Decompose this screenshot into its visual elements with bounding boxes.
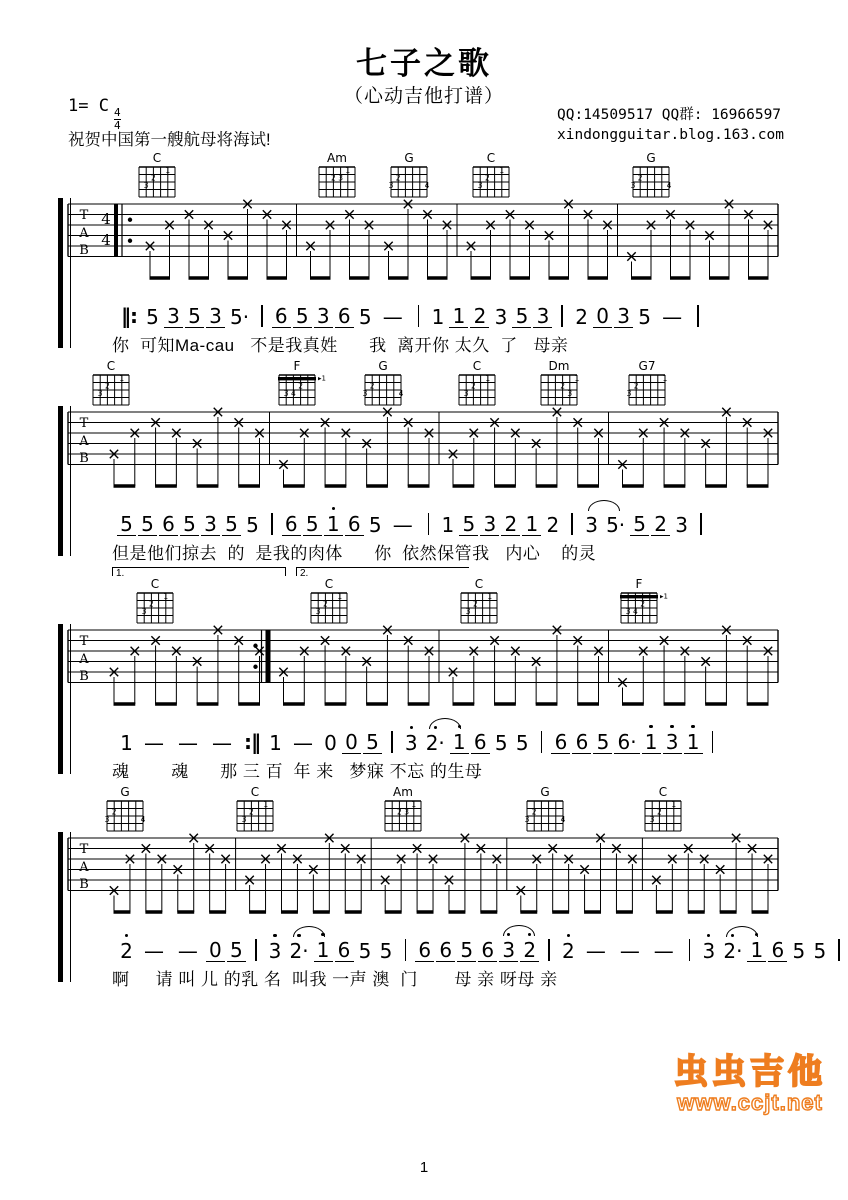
svg-text:1: 1 [119,374,125,383]
jianpu-token: 0 [593,306,612,328]
svg-text:2: 2 [633,381,639,391]
svg-text:B: B [79,877,89,892]
tab-staff [0,406,848,494]
octave-dot [410,726,413,729]
watermark [652,1044,848,1116]
jianpu-token: 6 [471,732,490,754]
jianpu-token: 6 [159,514,178,536]
svg-text:A: A [79,226,89,241]
watermark-name: 虫虫吉他 [674,1053,826,1091]
system-4 [0,786,848,990]
svg-text:C: C [324,578,334,591]
jianpu-token: — [619,939,640,963]
jianpu-token: 1 [314,940,333,962]
slur-arc [429,718,461,729]
system-bracket [58,832,71,982]
jianpu-token: 2· [425,733,446,754]
jianpu-token: 6· [614,732,639,754]
jianpu-token [541,731,543,753]
svg-text:4: 4 [291,389,296,398]
jianpu-token: 5 [358,939,372,963]
jianpu-token: 2 [501,514,520,536]
jianpu-token: 2 [520,940,539,962]
chord-diagram-C [640,786,692,834]
jianpu-token: 6 [282,514,301,536]
svg-text:4: 4 [560,815,566,824]
svg-text:2: 2 [149,599,154,609]
blog-url: xindongguitar.blog.163.com [557,127,784,144]
jianpu-token: 6 [768,940,787,962]
svg-text:▸1: ▸1 [318,374,326,383]
jianpu-token: 6 [335,940,354,962]
chord-diagram-F [616,578,668,626]
jianpu-token [712,731,714,753]
svg-text:T: T [79,842,89,857]
jianpu-token: — [212,731,232,755]
jianpu-token: 6 [335,306,354,328]
svg-text:B: B [79,669,89,684]
jianpu-token [838,939,840,961]
jianpu-token: 3 [533,306,552,328]
jianpu-token: 0 [206,940,225,962]
svg-text:A: A [79,434,89,449]
svg-text:3: 3 [362,389,368,398]
slur-arc [588,500,620,511]
octave-dot [273,934,276,937]
jianpu-token: 5 [293,306,312,328]
jianpu-token: 5 [246,513,259,537]
jianpu-token [391,731,393,753]
jianpu-token: 1 [642,732,661,754]
chord-diagram-G [102,786,154,834]
svg-text:2: 2 [105,381,110,391]
svg-text:1: 1 [499,166,505,175]
svg-text:2: 2 [637,173,643,183]
jianpu-token [255,939,257,961]
tab-staff [0,624,848,712]
jianpu-token: 5 [593,732,612,754]
jianpu-token [700,513,702,535]
system-3 [0,578,848,782]
octave-dot [458,725,461,728]
jianpu-token: 5 [813,939,827,963]
jianpu-token: 5· [606,513,626,537]
system-bracket [58,406,71,556]
svg-text:C: C [658,786,668,799]
jianpu-token: 3 [164,306,183,328]
jianpu-token: 5 [363,732,382,754]
svg-text:T: T [79,416,89,431]
lyrics-line: 魂 魂 那 三 百 年 来 梦寐 不忘 的生母 [112,762,483,781]
jianpu-token: 5 [358,305,372,329]
jianpu-token [548,939,550,961]
system-2 [0,360,848,580]
svg-text:3: 3 [465,607,471,616]
jianpu-token: 6 [415,940,434,962]
octave-dot [649,725,652,728]
jianpu-token: — [392,513,413,537]
chord-diagram-G [522,786,574,834]
jianpu-line [0,712,848,754]
svg-text:C: C [486,152,496,165]
svg-text:3: 3 [241,815,247,824]
svg-text:G: G [646,152,656,165]
tab-staff [0,832,848,920]
jianpu-token: 2 [119,941,134,962]
svg-text:3: 3 [477,181,483,190]
svg-text:C: C [474,578,484,591]
jianpu-token: — [662,305,683,329]
svg-text:2: 2 [151,173,156,183]
svg-text:4: 4 [398,389,404,398]
svg-text:4: 4 [101,210,111,228]
svg-text:Am: Am [327,152,347,165]
chord-diagram-C [88,360,140,408]
jianpu-token: 5 [630,514,649,536]
jianpu-line [0,494,848,536]
svg-text:3: 3 [141,607,147,616]
volta-label: 1. [116,568,125,579]
jianpu-token [261,305,263,327]
jianpu-token: 3 [614,306,633,328]
chord-diagram-G [628,152,680,200]
jianpu-token: — [382,305,403,329]
jianpu-token: 3 [701,941,716,962]
svg-text:3: 3 [315,607,321,616]
svg-text:1: 1 [411,800,417,809]
chord-row [0,360,848,406]
octave-dot [691,725,694,728]
lyrics-line: 啊 请 叫 儿 的乳 名 叫我 一声 澳 门 母 亲 呀母 亲 [112,970,558,989]
jianpu-token: 3 [584,515,599,536]
jianpu-token: 5 [459,514,478,536]
svg-text:3: 3 [630,181,636,190]
jianpu-token: 5 [368,513,382,537]
jianpu-token: — [144,939,164,963]
jianpu-token: — [177,939,198,963]
chord-row [0,152,848,198]
jianpu-token: 5 [138,514,157,536]
jianpu-token: 1 [450,732,469,754]
svg-text:F: F [635,578,643,591]
jianpu-token: 0 [324,731,337,755]
svg-text:4: 4 [666,181,672,190]
jianpu-token: 1 [269,731,282,755]
svg-text:3: 3 [567,389,573,398]
chord-row [0,578,848,624]
svg-text:3: 3 [338,173,343,183]
jianpu-token [561,305,563,327]
octave-dot [755,933,758,936]
chord-diagram-Am [314,152,366,200]
time-signature: $\frac{4}{4}$ [113,106,121,132]
volta-label: 2. [300,568,309,579]
svg-text:4: 4 [140,815,146,824]
jianpu-line [0,286,848,328]
jianpu-token: — [144,731,164,755]
jianpu-token: 5 [515,731,529,755]
svg-text:4: 4 [101,231,111,249]
svg-text:3: 3 [143,181,149,190]
jianpu-token: 6 [436,940,455,962]
svg-text:2: 2 [485,173,490,183]
svg-text:T: T [79,634,89,649]
svg-text:1: 1 [485,374,491,383]
jianpu-token: 5 [117,514,136,536]
chord-diagram-C [306,578,358,626]
song-title: 七子之歌 [356,46,492,81]
svg-text:G: G [404,152,414,165]
jianpu-token: 1 [120,731,133,755]
key-text: 1= C [68,96,109,116]
jianpu-token [689,939,691,961]
octave-dot [707,934,710,937]
jianpu-token: 5 [303,514,322,536]
page-number: 1 [419,1159,429,1176]
jianpu-token: 2 [651,514,670,536]
svg-text:3: 3 [104,815,110,824]
octave-dot [332,507,335,510]
octave-dot [567,934,570,937]
chord-diagram-C [132,578,184,626]
jianpu-token: 2· [722,941,743,962]
jianpu-token: 0 [342,732,361,754]
svg-text:3: 3 [626,389,632,398]
svg-text:2: 2 [249,807,254,817]
jianpu-token: 6 [478,940,497,962]
svg-text:2: 2 [397,807,402,817]
chord-diagram-Am [380,786,432,834]
jianpu-token: 2· [289,941,310,962]
jianpu-line [0,920,848,962]
jianpu-token: 1 [522,514,541,536]
volta-bracket [296,567,469,579]
jianpu-token: 5 [185,306,204,328]
svg-text:2: 2 [395,173,401,183]
jianpu-token: 3 [494,305,508,329]
svg-text:2: 2 [471,381,476,391]
jianpu-token: 5· [230,305,250,329]
jianpu-token: 2 [546,513,560,537]
jianpu-token: — [178,731,198,755]
svg-text:2: 2 [560,381,565,391]
dedication-note: 祝贺中国第一艘航母将海试! [68,131,271,149]
svg-text:2: 2 [111,807,117,817]
svg-text:2: 2 [323,599,328,609]
svg-text:B: B [79,243,89,258]
jianpu-token: 5 [146,305,159,329]
system-bracket [58,624,71,774]
jianpu-token: 5 [180,514,199,536]
lyrics-line: 你 可知Ma-cau 不是我真姓 我 离开你 太久 了 母亲 [112,336,569,355]
slur-arc [726,926,758,937]
jianpu-token: :‖ [244,730,260,754]
svg-text:1: 1 [337,592,343,601]
jianpu-token [418,305,420,327]
jianpu-token: 3 [206,306,225,328]
svg-text:3: 3 [463,389,469,398]
watermark-url: www.ccjt.net [677,1090,823,1115]
jianpu-token: 1 [449,306,468,328]
svg-text:C: C [150,578,160,591]
octave-dot [670,725,673,728]
svg-text:C: C [106,360,116,373]
svg-text:A: A [79,652,89,667]
svg-text:F: F [293,360,301,373]
jianpu-token: 5 [379,939,393,963]
svg-text:3: 3 [283,389,289,398]
svg-text:4: 4 [633,607,638,616]
svg-text:1: 1 [574,374,580,383]
svg-text:B: B [79,451,89,466]
svg-text:1: 1 [671,800,677,809]
chord-diagram-G [386,152,438,200]
svg-text:T: T [79,208,89,223]
octave-dot [125,934,128,937]
svg-text:2: 2 [473,599,478,609]
chord-diagram-G [360,360,412,408]
jianpu-token: 6 [572,732,591,754]
jianpu-token: 1 [324,514,343,536]
svg-text:4: 4 [424,181,430,190]
chord-diagram-F [274,360,326,408]
system-1 [0,152,848,356]
volta-bracket [112,567,286,579]
svg-text:3: 3 [404,807,409,817]
chord-diagram-C [232,786,284,834]
svg-text:2: 2 [298,381,303,391]
jianpu-token: 3 [201,514,220,536]
svg-text:2: 2 [331,173,336,183]
jianpu-token: 3 [314,306,333,328]
jianpu-token: 5 [222,514,241,536]
svg-text:1: 1 [165,166,171,175]
jianpu-token: 1 [431,305,445,329]
jianpu-token: — [653,939,674,963]
svg-text:G: G [378,360,388,373]
svg-text:2: 2 [657,807,662,817]
jianpu-token [405,939,407,961]
jianpu-token: 6 [551,732,570,754]
svg-text:C: C [472,360,482,373]
svg-text:G7: G7 [638,360,656,373]
jianpu-token: 3 [480,514,499,536]
jianpu-token: 3 [268,941,283,962]
jianpu-token: 3 [404,733,419,754]
svg-text:2: 2 [369,381,375,391]
svg-text:1: 1 [163,592,169,601]
svg-text:2: 2 [640,599,645,609]
svg-text:1: 1 [487,592,493,601]
jianpu-token: 5 [227,940,246,962]
jianpu-token: 3 [499,940,518,962]
chord-diagram-C [134,152,186,200]
jianpu-token: 1 [684,732,703,754]
jianpu-token: 2 [561,941,576,962]
jianpu-token: 5 [792,939,806,963]
svg-text:1: 1 [345,166,351,175]
qq-contact-line: QQ:14509517 QQ群: 16966597 [557,107,782,123]
svg-text:3: 3 [388,181,394,190]
svg-text:3: 3 [97,389,103,398]
svg-text:C: C [250,786,260,799]
slur-arc [293,926,325,937]
octave-dot [321,933,324,936]
svg-text:1: 1 [263,800,269,809]
svg-text:A: A [79,860,89,875]
jianpu-token: ‖: [121,304,137,328]
jianpu-token: 2 [470,306,489,328]
svg-text:3: 3 [524,815,530,824]
jianpu-token: 5 [512,306,531,328]
svg-text:3: 3 [625,607,631,616]
svg-text:1: 1 [662,374,668,383]
svg-text:Dm: Dm [548,360,570,373]
svg-text:▸1: ▸1 [660,592,668,601]
svg-text:G: G [120,786,130,799]
jianpu-token: 5 [494,731,508,755]
jianpu-token: 3 [675,513,689,537]
jianpu-token: 6 [272,306,291,328]
jianpu-token [571,513,573,535]
chord-diagram-C [456,578,508,626]
jianpu-token: — [293,731,313,755]
jianpu-token: 1 [441,513,455,537]
svg-text:3: 3 [649,815,655,824]
chord-diagram-C [454,360,506,408]
system-bracket [58,198,71,348]
jianpu-token [428,513,430,535]
jianpu-token: — [585,939,606,963]
song-subtitle: （心动吉他打谱） [343,86,504,107]
jianpu-token [697,305,699,327]
chord-diagram-G7 [624,360,676,408]
jianpu-token: 5 [638,305,652,329]
lyrics-line: 但是他们掠去 的 是我的肉体 你 依然保管我 内心 的灵 [112,544,597,563]
jianpu-token: 1 [747,940,766,962]
jianpu-token: 3 [663,732,682,754]
chord-diagram-Dm [536,360,588,408]
tab-staff [0,198,848,286]
jianpu-token: 6 [345,514,364,536]
svg-text:Am: Am [393,786,413,799]
svg-text:C: C [152,152,162,165]
contact-info [557,105,784,146]
jianpu-token [271,513,273,535]
svg-text:G: G [540,786,550,799]
chord-diagram-C [468,152,520,200]
jianpu-token: 5 [457,940,476,962]
jianpu-token: 2 [575,305,589,329]
chord-row [0,786,848,832]
svg-text:2: 2 [531,807,537,817]
